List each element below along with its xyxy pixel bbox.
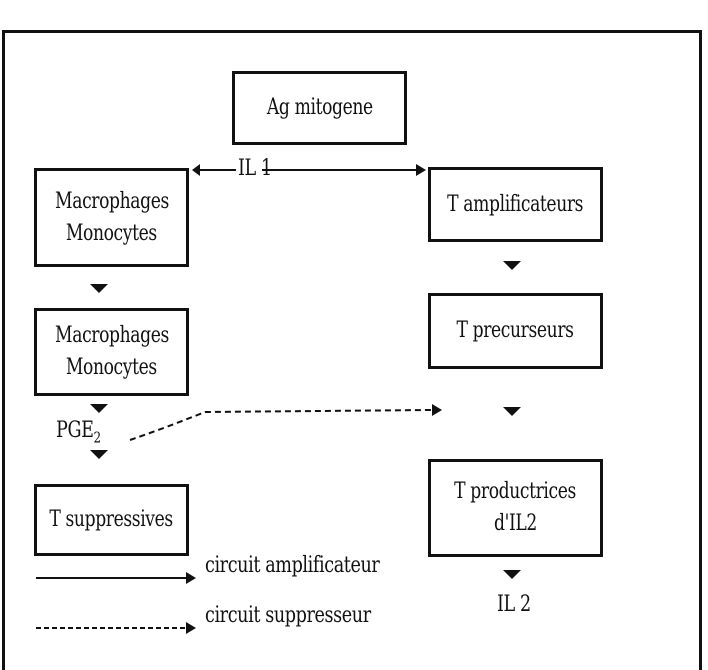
node-ag-mitogene-label: Ag mitogene [266, 95, 373, 121]
suppressor-arrowhead [432, 404, 442, 416]
arrow-pge2-to-tsupp [90, 450, 108, 459]
edge-label-il1: IL 1 [238, 156, 272, 181]
edge-label-pge2 [56, 418, 101, 446]
legend-solid-label: circuit amplificateur [205, 553, 380, 578]
node-t-suppressives-label: T suppressives [49, 507, 174, 533]
edge-label-pge2-base: PGE [56, 418, 94, 443]
node-macrophages-2-line1: Macrophages [54, 323, 169, 349]
legend-dashed-label: circuit suppresseur [205, 603, 371, 628]
node-macrophages-2-line2: Monocytes [66, 355, 157, 380]
arrow-macro1-to-macro2 [90, 284, 108, 293]
legend-solid-arrowhead [186, 572, 196, 584]
il1-arrowhead [416, 164, 426, 176]
node-t-amplificateurs-label: T amplificateurs [447, 191, 584, 217]
edge-label-il2-output: IL 2 [497, 592, 531, 617]
node-macrophages-2 [34, 308, 189, 396]
node-macrophages-1-line2: Monocytes [66, 220, 157, 246]
arrow-macro2-to-pge2 [90, 404, 108, 413]
node-t-productrices-line2: d'IL2 [494, 511, 537, 536]
node-t-precurseurs [428, 293, 603, 369]
node-t-suppressives [34, 484, 189, 556]
arrow-tprec-to-tprod [503, 407, 521, 416]
suppressor-dashed-path [130, 410, 432, 440]
arrow-tprod-to-il2 [503, 570, 521, 579]
arrow-tampli-to-tprec [503, 261, 521, 270]
node-t-precurseurs-label: T precurseurs [456, 318, 575, 344]
node-macrophages-1-line1: Macrophages [54, 188, 169, 214]
node-t-productrices [428, 459, 603, 557]
node-macrophages-1 [34, 168, 189, 267]
node-ag-mitogene [232, 71, 407, 145]
legend-dashed-arrowhead [186, 622, 196, 634]
edge-label-pge2-subscript: 2 [93, 428, 101, 447]
node-t-productrices-line1: T productrices [454, 479, 577, 505]
il1-left-arrowhead [192, 164, 200, 176]
node-t-amplificateurs [428, 167, 603, 242]
